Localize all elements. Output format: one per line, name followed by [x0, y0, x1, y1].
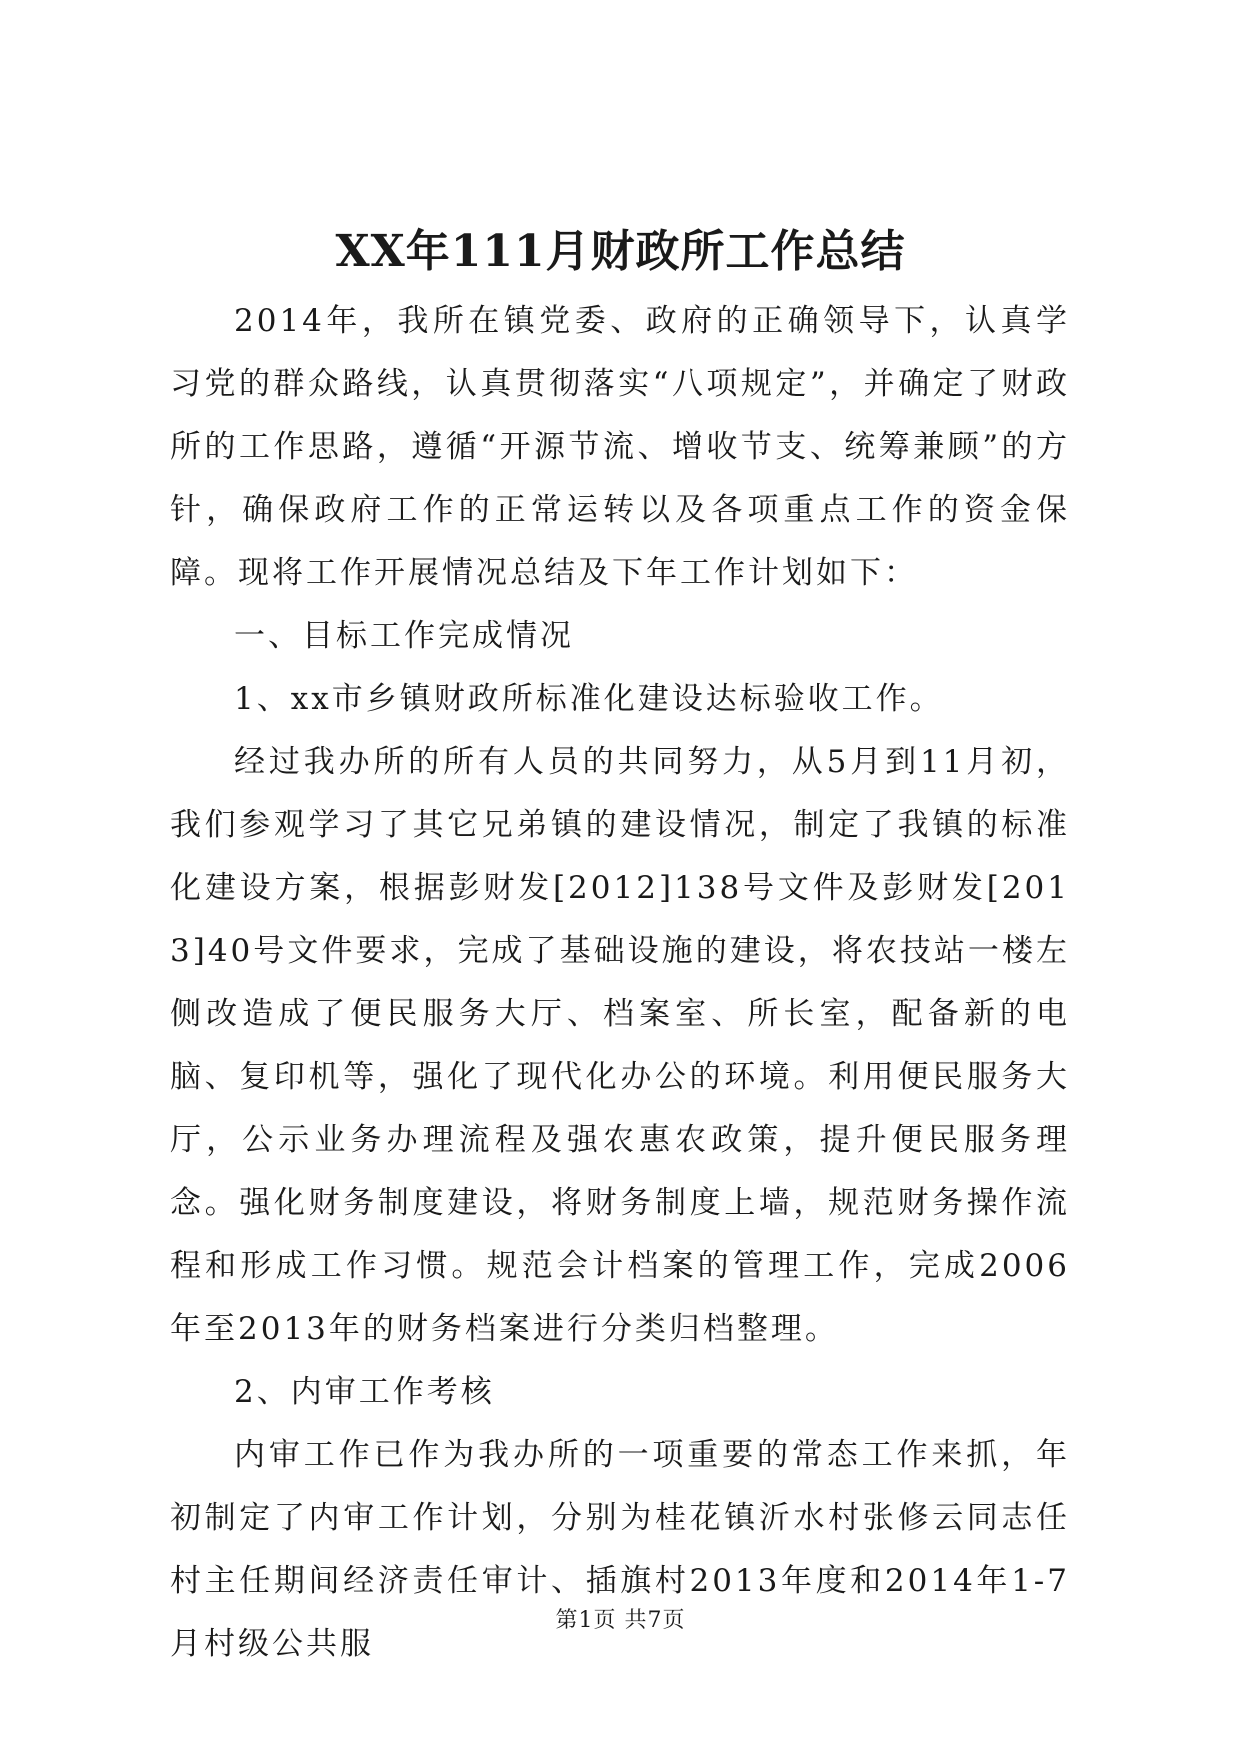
subheading-standardization: 1、xx市乡镇财政所标准化建设达标验收工作。 [234, 681, 944, 717]
subheading-internal-audit: 2、内审工作考核 [234, 1374, 495, 1410]
paragraph-intro: 2014年，我所在镇党委、政府的正确领导下，认真学习党的群众路线，认真贯彻落实“八项规定”，并确定了财政所的工作思路，遵循“开源节流、增收节支、统筹兼顾”的方针，确保政府工作的正常运转以及各项重点工作的资金保障。现将工作开展情况总结及下年工作计划如下： [170, 303, 1070, 591]
section-heading-goals: 一、目标工作完成情况 [234, 618, 574, 654]
document-title: XX年111月财政所工作总结 [335, 226, 906, 277]
paragraph-internal-audit: 内审工作已作为我办所的一项重要的常态工作来抓，年初制定了内审工作计划，分别为桂花镇沂水村张修云同志任村主任期间经济责任审计、插旗村2013年度和2014年1-7月村级公共服 [170, 1437, 1070, 1662]
page-number-footer: 第1页 共7页 [555, 1608, 686, 1633]
document-body [170, 290, 1070, 1676]
paragraph-standardization: 经过我办所的所有人员的共同努力，从5月到11月初，我们参观学习了其它兄弟镇的建设情况，制定了我镇的标准化建设方案，根据彭财发[2012]138号文件及彭财发[2013]40号文件要求，完成了基础设施的建设，将农技站一楼左侧改造成了便民服务大厅、档案室、所长室，配备新的电脑、复印机等，强化了现代化办公的环境。利用便民服务大厅，公示业务办理流程及强农惠农政策，提升便民服务理念。强化财务制度建设，将财务制度上墙，规范财务操作流程和形成工作习惯。规范会计档案的管理工作，完成2006年至2013年的财务档案进行分类归档整理。 [170, 744, 1070, 1347]
